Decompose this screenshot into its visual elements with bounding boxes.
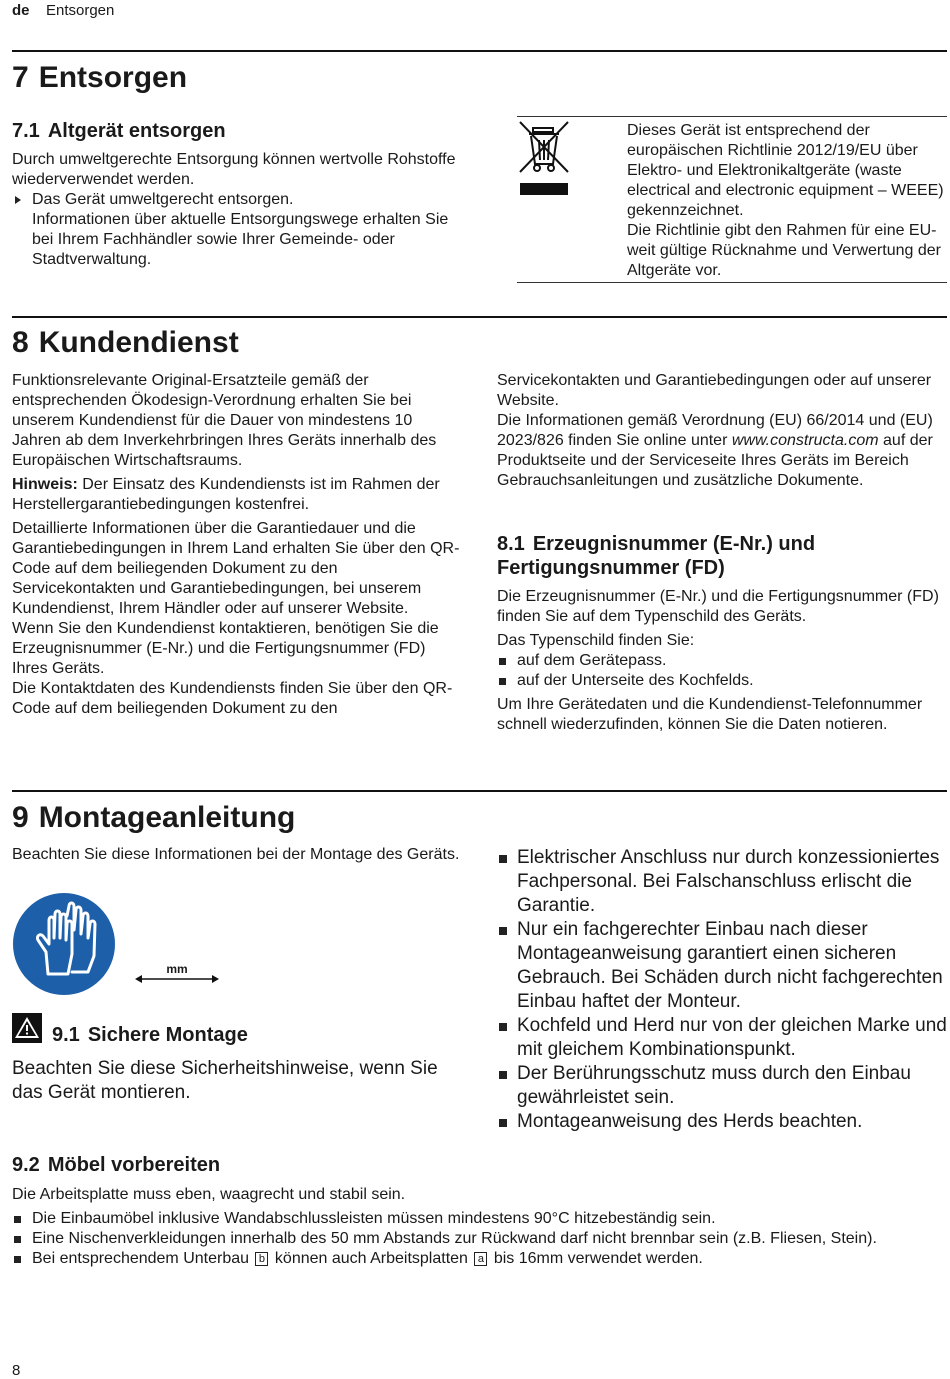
list-item: Bei entsprechendem Unterbau b können auch Arbeitsplatten a bis 16mm verwendet werden. [12,1249,947,1269]
service-note [12,475,462,515]
weee-text-1: Dieses Gerät ist entsprechend der europäischen Richtlinie 2012/19/EU über Elektro- und Elektronikaltgeräte (waste electrical and electronic equipment – WEEE) gekennzeichnet. [627,122,944,219]
section-8-1-body [497,587,947,735]
section-divider [12,50,947,52]
spare-parts-text: Funktionsrelevante Original-Ersatzteile gemäß der entsprechenden Ökodesign-Verordnung erhalten Sie bei unserem Kundendienst für die Dauer von mindestens 10 Jahren ab dem Inverkehrbringen Ihres Geräts innerhalb des Europäischen Wirtschaftsraums. [12,372,437,469]
list-item: Die Einbaumöbel inklusive Wandabschlussleisten müssen mindestens 90°C hitzebeständig sein. [12,1209,947,1229]
worktop-requirement: Die Arbeitsplatte muss eben, waagrecht und stabil sein. [12,1186,406,1203]
disposal-info: Informationen über aktuelle Entsorgungswege erhalten Sie bei Ihrem Fachhändler sowie Ihrer Gemeinde- oder Stadtverwaltung. [32,211,449,268]
section-7-heading: 7 Entsorgen [12,61,188,94]
dimension-arrow [134,962,220,986]
list-item: auf dem Gerätepass. [497,651,947,671]
safety-list [497,846,947,1134]
contact-data-continued: Servicekontakten und Garantiebedingungen oder auf unserer Website. [497,372,932,409]
warning-icon [12,1013,42,1043]
label-a: a [474,1252,487,1266]
rating-plate-locations [497,651,947,691]
list-item: Nur ein fachgerechter Einbau nach dieser Montageanweisung garantiert einen sicheren Gebrauch. Bei Schäden durch nicht fachgerechten Einbau haftet der Monteur. [497,918,947,1014]
running-header [12,2,114,20]
mm-label: mm [166,962,188,976]
rating-plate-info: Die Erzeugnisnummer (E-Nr.) und die Fertigungsnummer (FD) finden Sie auf dem Typenschild des Geräts. [497,588,939,625]
section-9-1-heading: 9.1 Sichere Montage [52,1024,248,1046]
section-7-1-body [12,150,457,270]
contact-requirement-text: Wenn Sie den Kundendienst kontaktieren, benötigen Sie die Erzeugnisnummer (E-Nr.) und die Fertigungsnummer (FD) Ihres Geräts. [12,620,439,677]
weee-text-2: Die Richtlinie gibt den Rahmen für eine EU-weit gültige Rücknahme und Verwertung der Altgeräte vor. [627,222,941,279]
list-item: Kochfeld und Herd nur von der gleichen Marke und mit gleichem Kombinationspunkt. [497,1014,947,1062]
section-divider [12,790,947,792]
list-item: Montageanweisung des Herds beachten. [497,1110,947,1134]
header-title: Entsorgen [45,2,115,19]
disposal-step: Das Gerät umweltgerecht entsorgen. [12,190,457,210]
disposal-intro: Durch umweltgerechte Entsorgung können wertvolle Rohstoffe wiederverwendet werden. [12,151,456,188]
section-8-left-column [12,371,462,719]
note-text: Der Einsatz des Kundendiensts ist im Rahmen der Herstellergarantiebedingungen kostenfrei. [12,476,440,513]
protective-gloves-icon [12,892,116,996]
section-8-right-column [497,371,947,491]
regulation-info: Die Informationen gemäß Verordnung (EU) 66/2014 und (EU) 2023/826 finden Sie online unter www.constructa.com auf der Produktseite und der Serviceseite Ihres Geräts im Bereich Gebrauchsanleitungen und zusätzliche Dokumente. [497,412,933,489]
list-item: auf der Unterseite des Kochfelds. [497,671,947,691]
weee-bin-icon [517,120,571,198]
weee-description [627,121,947,281]
section-9-2-heading: 9.2 Möbel vorbereiten [12,1154,221,1176]
list-item: Elektrischer Anschluss nur durch konzessioniertes Fachpersonal. Bei Falschanschluss erlischt die Garantie. [497,846,947,918]
warranty-text: Detaillierte Informationen über die Garantiedauer und die Garantiebedingungen in Ihrem Land erhalten Sie über den QR-Code auf dem beiliegenden Dokument zu den Servicekontakten und Garantiebedingungen, bei unserem Kundendienst, Ihrem Händler oder auf unserer Website. [12,520,460,617]
note-data-hint: Um Ihre Gerätedaten und die Kundendienst-Telefonnummer schnell wiederzufinden, können Sie die Daten notieren. [497,696,923,733]
section-7-1-heading: 7.1 Altgerät entsorgen [12,120,226,142]
section-9-heading: 9 Montageanleitung [12,801,296,834]
website-link[interactable]: www.constructa.com [731,432,879,449]
section-divider [12,316,947,318]
weee-top-line [517,116,947,117]
list-item: Der Berührungsschutz muss durch den Einbau gewährleistet sein. [497,1062,947,1110]
weee-bottom-line [517,282,947,283]
safety-list-container [497,846,947,1134]
language-code: de [12,2,30,19]
section-9-1-text: Beachten Sie diese Sicherheitshinweise, wenn Sie das Gerät montieren. [12,1058,438,1103]
section-9-2-body [12,1185,947,1269]
rating-plate-location-intro: Das Typenschild finden Sie: [497,632,695,649]
section-8-1-heading: 8.1 Erzeugnisnummer (E-Nr.) und Fertigungsnummer (FD) [497,533,816,579]
section-9-intro: Beachten Sie diese Informationen bei der Montage des Geräts. [12,846,460,863]
furniture-list [12,1209,947,1269]
page-number: 8 [12,1362,21,1379]
note-label: Hinweis: [12,476,78,493]
label-b: b [255,1252,268,1266]
section-8-heading: 8 Kundendienst [12,326,239,359]
contact-data-text: Die Kontaktdaten des Kundendiensts finden Sie über den QR-Code auf dem beiliegenden Dokument zu den [12,680,453,717]
list-item: Eine Nischenverkleidungen innerhalb des 50 mm Abstands zur Rückwand darf nicht brennbar sein (z.B. Fliesen, Stein). [12,1229,947,1249]
